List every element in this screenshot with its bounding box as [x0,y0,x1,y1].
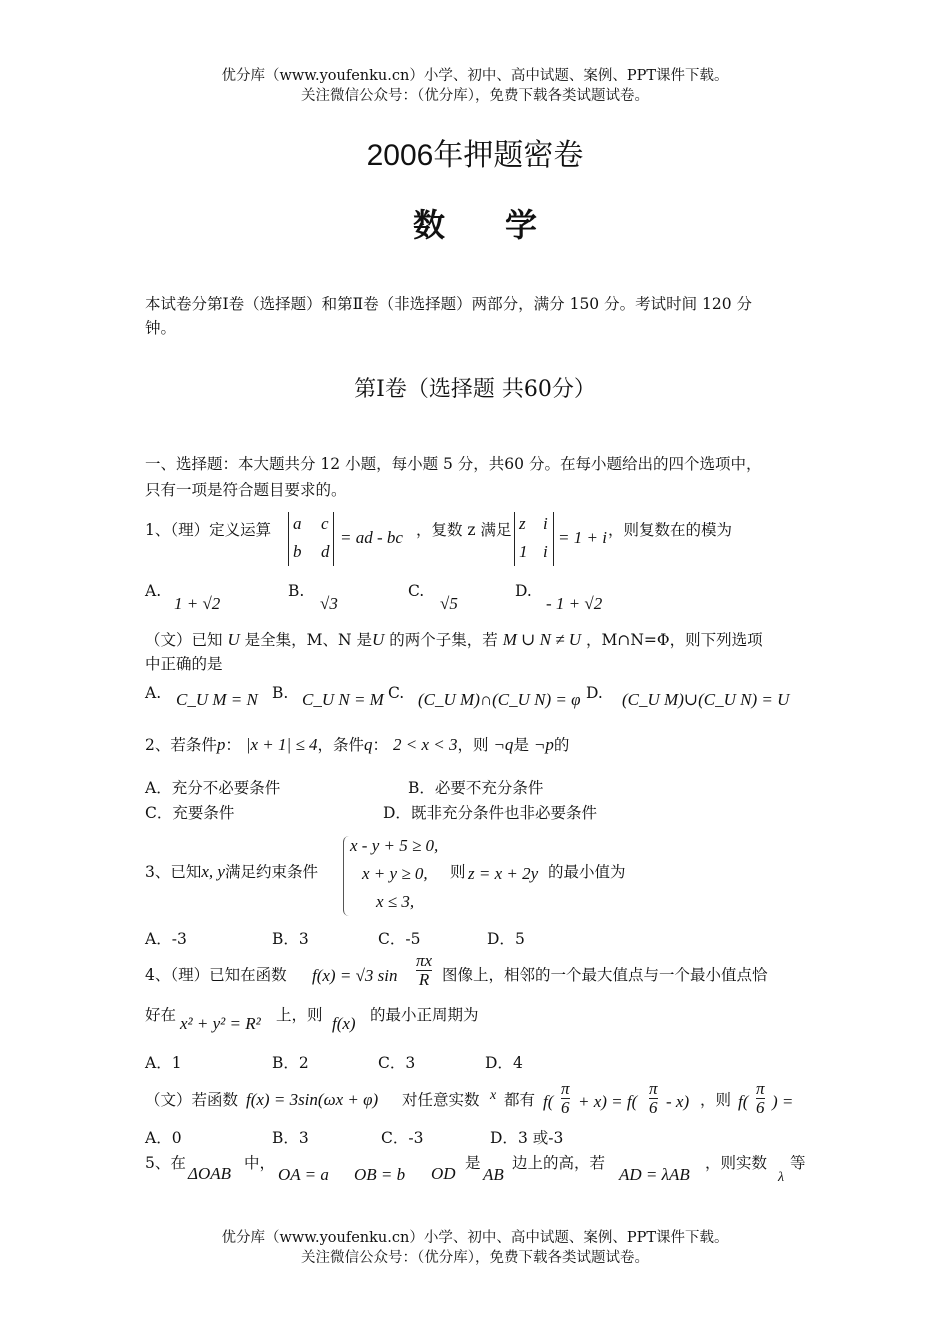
q1-option-a-label: A. [145,582,162,600]
q4-circle: x² + y² = R² [180,1014,261,1033]
q3-option-b [272,927,309,951]
q4-prefix: 4、（理）已知在函数 [145,966,287,984]
q1-mid: ，复数 z 满足 [416,521,512,539]
q4-line2-c: 的最小正周期为 [370,1006,479,1024]
q1-prefix: 1、（理）定义运算 [145,521,272,539]
det2-d: i [543,542,548,561]
footer-line-2: 关注微信公众号：（优分库），免费下载各类试题试卷。 [301,1250,649,1266]
q4w-mid: 对任意实数 [402,1091,480,1109]
q2-is: 是 [513,736,529,754]
q4w-pi-2: π [649,1079,658,1098]
q1-option-d: - 1 + √2 [546,594,603,613]
q4w-frac-1 [561,1080,570,1117]
q3-option-c [378,927,420,951]
q4w-pi-1: π [561,1079,570,1098]
det2-b: 1 [519,542,528,561]
q4w-option-b-text: 3 [298,1129,309,1147]
det2-c: i [543,514,548,533]
q4w-has: 都有 [504,1091,536,1109]
intro-line-2: 钟。 [145,319,177,337]
det-a: a [293,514,302,533]
q2-option-d [383,801,597,825]
q4w-option-d-label: D． [490,1129,518,1147]
q3-suffix: 的最小值为 [548,863,626,881]
q1w-option-d: (C_U M)∪(C_U N) = U [622,690,790,709]
q5-ad: AD = λAB [619,1165,690,1184]
q4-option-c [378,1051,415,1075]
q1-definition: = ad - bc [340,528,403,547]
q4-option-a [145,1051,182,1075]
q2-option-a [145,776,280,800]
q5-ob: OB = b [354,1165,406,1184]
q1w-option-c: (C_U M)∩(C_U N) = φ [418,690,581,709]
q1-suffix: ，则复数在的模为 [608,521,733,539]
q5-ab: AB [483,1165,504,1184]
q1w-U: U [227,630,240,649]
q2-mid: ，条件 [317,736,365,754]
q2-option-c-label: C． [145,804,173,822]
q5-od: OD [431,1164,456,1183]
q2-q: q [364,735,373,754]
q4w-six-3: 6 [756,1098,765,1117]
q1w-option-c-label: C. [388,684,405,702]
q1w-option-b-label: B. [272,684,289,702]
q1-determinant-2 [514,512,554,566]
q2-option-c [145,801,234,825]
q5-edge: 边上的高，若 [512,1154,606,1172]
q3-option-b-label: B． [272,930,299,948]
q4-option-a-text: 1 [171,1054,182,1072]
q4w-six-2: 6 [649,1098,658,1117]
q1-option-c: √5 [440,594,458,613]
q2-line [145,733,569,757]
q4-option-d [485,1051,523,1075]
q4-fraction [416,952,432,989]
q1-option-a: 1 + √2 [174,594,221,613]
q3-option-d-label: D． [487,930,515,948]
q2-prefix: 2、若条件 [145,736,217,754]
q4-option-d-text: 4 [512,1054,523,1072]
q2-option-b-text: 必要不充分条件 [434,779,544,797]
q4-func: f(x) = √3 sin [312,966,398,985]
q2-option-a-text: 充分不必要条件 [171,779,281,797]
q3-then: 则 [450,863,466,881]
q3-constraint-3: x ≤ 3, [376,892,415,911]
q2-option-a-label: A． [145,779,172,797]
q1-rhs: = 1 + i [558,528,607,547]
q2-option-b-label: B． [408,779,435,797]
q3-option-d-text: 5 [514,930,525,948]
q1w-c: 的两个子集，若 [389,631,498,649]
q2-notp: ¬p [533,735,554,754]
q1w-option-a: C_U M = N [176,690,258,709]
q2-colon: ： [225,736,241,754]
q4-option-d-label: D． [485,1054,513,1072]
det2-a: z [519,514,526,533]
q1w-b: 是全集，M、N 是 [244,631,373,649]
q4w-eq-l: f( [543,1092,554,1111]
q4-option-b-label: B． [272,1054,299,1072]
q4w-ask-r: ) = [772,1092,794,1111]
q3-mid: 满足约束条件 [224,863,318,881]
intro-line-1: 本试卷分第Ⅰ卷（选择题）和第Ⅱ卷（非选择题）两部分，满分 150 分。考试时间 120 分 [145,295,753,313]
q2-option-d-text: 既非充分条件也非必要条件 [410,804,597,822]
q5-oa: OA = a [278,1165,329,1184]
q4-frac-den: R [418,970,430,989]
header-line-2: 关注微信公众号：（优分库），免费下载各类试题试卷。 [301,88,649,104]
q4-suffix: 图像上，相邻的一个最大值点与一个最小值点恰 [442,966,768,984]
subject-title: 数学 [412,206,597,244]
q5-triangle: ΔOAB [188,1164,232,1183]
q4w-prefix: （文）若函数 [145,1091,239,1109]
q2-option-b [408,776,543,800]
q2-option-d-label: D． [383,804,411,822]
q4w-option-c [381,1126,423,1150]
q4w-x: x [490,1088,497,1103]
q4-option-c-text: 3 [405,1054,416,1072]
q4w-option-d-text: 3 或-3 [517,1129,564,1147]
q5-is: 是 [465,1154,481,1172]
q1w-option-a-label: A. [145,684,162,702]
q2-then: ，则 [457,736,489,754]
q3-constraint-2: x + y ≥ 0, [362,864,428,883]
q4-line2-a: 好在 [145,1006,177,1024]
q3-vars: x, y [201,862,225,881]
q1w-a: （文）已知 [145,631,223,649]
q4w-option-c-label: C． [381,1129,409,1147]
q4w-frac-3 [756,1080,765,1117]
det-d: d [321,542,330,561]
q2-cond-p: |x + 1| ≤ 4 [245,735,318,754]
q2-notq: ¬q [493,735,514,754]
q4w-eq-l2: + x) = f( [578,1092,638,1111]
q5-then: ，则实数 [705,1154,768,1172]
section1-line-2: 只有一项是符合题目要求的。 [145,481,347,499]
q4w-option-d [490,1126,563,1150]
q1w-option-b: C_U N = M [302,690,384,709]
q4w-eq-r2: - x) [666,1092,690,1111]
q1w-line-1 [145,628,763,652]
q1w-option-d-label: D. [586,684,603,702]
header-line-1: 优分库（www.youfenku.cn）小学、初中、高中试题、案例、PPT课件下载。 [221,68,729,84]
q3-option-c-label: C． [378,930,406,948]
det-c: c [321,514,329,533]
q3-line [145,860,318,884]
q2-cond-q: 2 < x < 3 [393,735,458,754]
q4w-frac-2 [649,1080,658,1117]
q1w-U2: U [372,630,385,649]
q1w-cond: M ∪ N ≠ U [502,630,582,649]
q4w-then: ，则 [700,1091,732,1109]
q3-objective: z = x + 2y [468,864,539,883]
q4-option-a-label: A． [145,1054,172,1072]
q4w-option-a-text: 0 [171,1129,182,1147]
footer-line-1: 优分库（www.youfenku.cn）小学、初中、高中试题、案例、PPT课件下载。 [221,1230,729,1246]
q4w-option-c-text: -3 [408,1129,424,1147]
q3-option-a [145,927,187,951]
q1w-d: ，M∩N=Φ，则下列选项 [586,631,763,649]
q2-p: p [216,735,226,754]
q4-line2-b: 上，则 [276,1006,323,1024]
q4-option-c-label: C． [378,1054,406,1072]
q4w-option-b-label: B． [272,1129,299,1147]
q4w-func: f(x) = 3sin(ωx + φ) [246,1090,379,1109]
part1-title: 第Ⅰ卷（选择题 共60分） [354,377,596,402]
q4w-pi-3: π [756,1079,765,1098]
q4w-six-1: 6 [561,1098,570,1117]
q3-option-c-text: -5 [405,930,421,948]
section1-line-1: 一、选择题：本大题共分 12 小题，每小题 5 分，共60 分。在每小题给出的四个选项中， [145,455,762,473]
q1w-line-2: 中正确的是 [145,655,223,673]
q3-option-d [487,927,525,951]
q4w-option-a-label: A． [145,1129,172,1147]
q2-colon2: ： [372,736,389,754]
q4w-ask-l: f( [738,1092,749,1111]
q5-eq: 等 [790,1154,806,1172]
q5-prefix: 5、在 [145,1154,186,1172]
q2-option-c-text: 充要条件 [172,804,235,822]
q3-option-a-label: A． [145,930,172,948]
q3-constraint-1: x - y + 5 ≥ 0, [350,836,439,855]
q4w-option-a [145,1126,182,1150]
q4-fx: f(x) [332,1014,356,1033]
q1-option-d-label: D. [515,582,532,600]
q3-option-b-text: 3 [298,930,309,948]
q4-option-b [272,1051,309,1075]
page-title: 2006年押题密卷 [366,139,584,172]
q3-prefix: 3、已知 [145,863,202,881]
q1-determinant [288,512,334,566]
q5-in: 中， [244,1154,276,1172]
q3-option-a-text: -3 [171,930,187,948]
q4-frac-num: πx [416,951,433,970]
q1-option-c-label: C. [408,582,425,600]
q5-lambda: λ [778,1170,785,1185]
q4w-option-b [272,1126,309,1150]
q1-option-b-label: B. [288,582,305,600]
q4-option-b-text: 2 [298,1054,309,1072]
q1-option-b: √3 [320,594,338,613]
q2-of: 的 [553,736,570,754]
det-b: b [293,542,302,561]
